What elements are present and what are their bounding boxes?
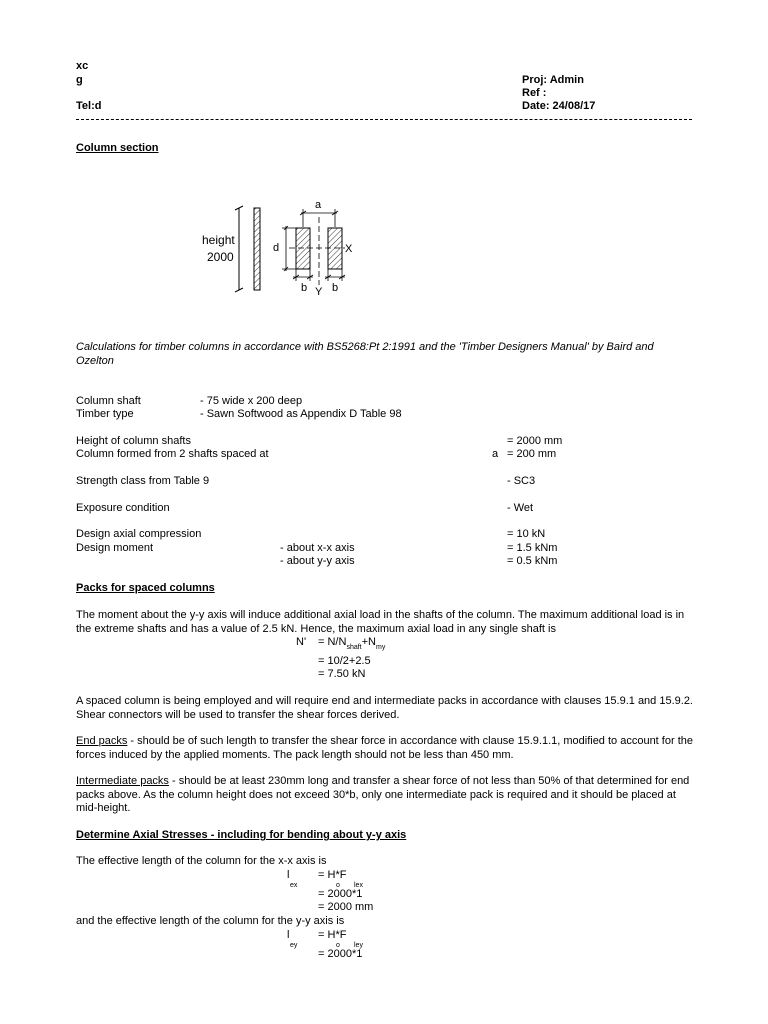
ex-equation-3: = 2000 mm [318, 901, 374, 913]
axial-label: Design axial compression [76, 528, 202, 540]
header-company: xc [76, 60, 89, 72]
header-date: Date: 24/08/17 [522, 100, 596, 112]
height-label: Height of column shafts [76, 435, 191, 447]
ley-symbol: l [287, 929, 290, 941]
exposure-value: - Wet [507, 502, 534, 514]
shaft-label: Column shaft [76, 395, 141, 407]
ley-subscript: ey [290, 942, 298, 949]
b-label-left: b [301, 282, 308, 294]
strength-value: - SC3 [507, 475, 536, 487]
intermediate-packs-para: Intermediate packs - should be at least 230mm long and transfer a shear force of not less than 50% of that determined for end packs above. As the column height does not exceed 30*b, only one intermediate pack is required and it should be placed at mid-height. [76, 775, 690, 814]
end-packs-title: End packs [76, 735, 128, 747]
ex-o-subscript: o [336, 882, 340, 889]
moment-y-value: = 0.5 kNm [507, 555, 558, 567]
ey-f-subscript: ley [354, 942, 363, 949]
ey-intro: and the effective length of the column for the y-y axis is [76, 915, 345, 927]
height-value: = 2000 mm [507, 435, 563, 447]
timber-label: Timber type [76, 408, 134, 420]
ey-equation-2: = 2000*1 [318, 948, 363, 960]
section-title: Column section [76, 142, 159, 154]
formed-value: = 200 mm [507, 448, 557, 460]
height-value: 2000 [207, 250, 234, 264]
moment-label: Design moment [76, 542, 154, 554]
ex-equation-2: = 2000*1 [318, 888, 363, 900]
lex-subscript: ex [290, 882, 298, 889]
packs-para-2: A spaced column is being employed and will require end and intermediate packs in accordance with clauses 15.9.1 and 15.9.2. Shear connectors will be used to transfer the shear forces derived. [76, 695, 693, 721]
height-label: height [202, 233, 235, 247]
packs-title: Packs for spaced columns [76, 582, 215, 594]
header-ref: Ref : [522, 87, 547, 99]
n-equation-2: = 10/2+2.5 [318, 655, 371, 667]
d-label: d [273, 242, 280, 254]
x-axis-label: X [345, 243, 353, 255]
ex-intro: The effective length of the column for the x-x axis is [76, 855, 327, 867]
axial-value: = 10 kN [507, 528, 546, 540]
intermediate-packs-title: Intermediate packs [76, 775, 169, 787]
moment-x-value: = 1.5 kNm [507, 542, 558, 554]
header-address: g [76, 74, 83, 86]
shaft-right [328, 228, 342, 269]
lex-symbol: l [287, 869, 290, 881]
strength-label: Strength class from Table 9 [76, 475, 210, 487]
header-divider [76, 119, 692, 120]
packs-para-1: The moment about the y-y axis will induce additional axial load in the shafts of the column. The maximum additional load is in the extreme shafts and has a value of 2.5 kN. Hence, the maximum axial load in any single shaft is [76, 609, 685, 635]
column-section-diagram [195, 195, 385, 305]
header-project: Proj: Admin [522, 74, 584, 86]
n-equation-1: = $N/N_{shaft}+N_{my}$ [318, 636, 386, 651]
shaft-value: - 75 wide x 200 deep [200, 395, 303, 407]
b-label-right: b [332, 282, 339, 294]
ey-o-subscript: o [336, 942, 340, 949]
a-label: a [315, 199, 322, 211]
intro-text: Calculations for timber columns in accordance with BS5268:Pt 2:1991 and the 'Timber Designers Manual' by Baird and Ozelton [76, 341, 654, 367]
n-symbol: N' [296, 636, 307, 648]
n-equation-3: = 7.50 kN [318, 668, 366, 680]
ex-f-subscript: lex [354, 882, 363, 889]
moment-x-axis: - about x-x axis [280, 542, 355, 554]
column-elevation [254, 208, 260, 290]
timber-value: - Sawn Softwood as Appendix D Table 98 [200, 408, 402, 420]
formed-label: Column formed from 2 shafts spaced at [76, 448, 269, 460]
moment-y-axis: - about y-y axis [280, 555, 355, 567]
ex-equation-1: = H*F [318, 869, 347, 881]
shaft-left [296, 228, 310, 269]
exposure-label: Exposure condition [76, 502, 170, 514]
header-tel: Tel:d [76, 100, 102, 112]
ey-equation-1: = H*F [318, 929, 347, 941]
axial-title: Determine Axial Stresses - including for bending about y-y axis [76, 829, 407, 841]
formed-symbol: a [492, 448, 499, 460]
y-axis-label: Y [315, 286, 323, 298]
end-packs-para: End packs - should be of such length to transfer the shear force in accordance with clause 15.9.1.1, modified to account for the forces induced by the applied moments. The pack length should not be less than 450 mm. [76, 735, 693, 761]
